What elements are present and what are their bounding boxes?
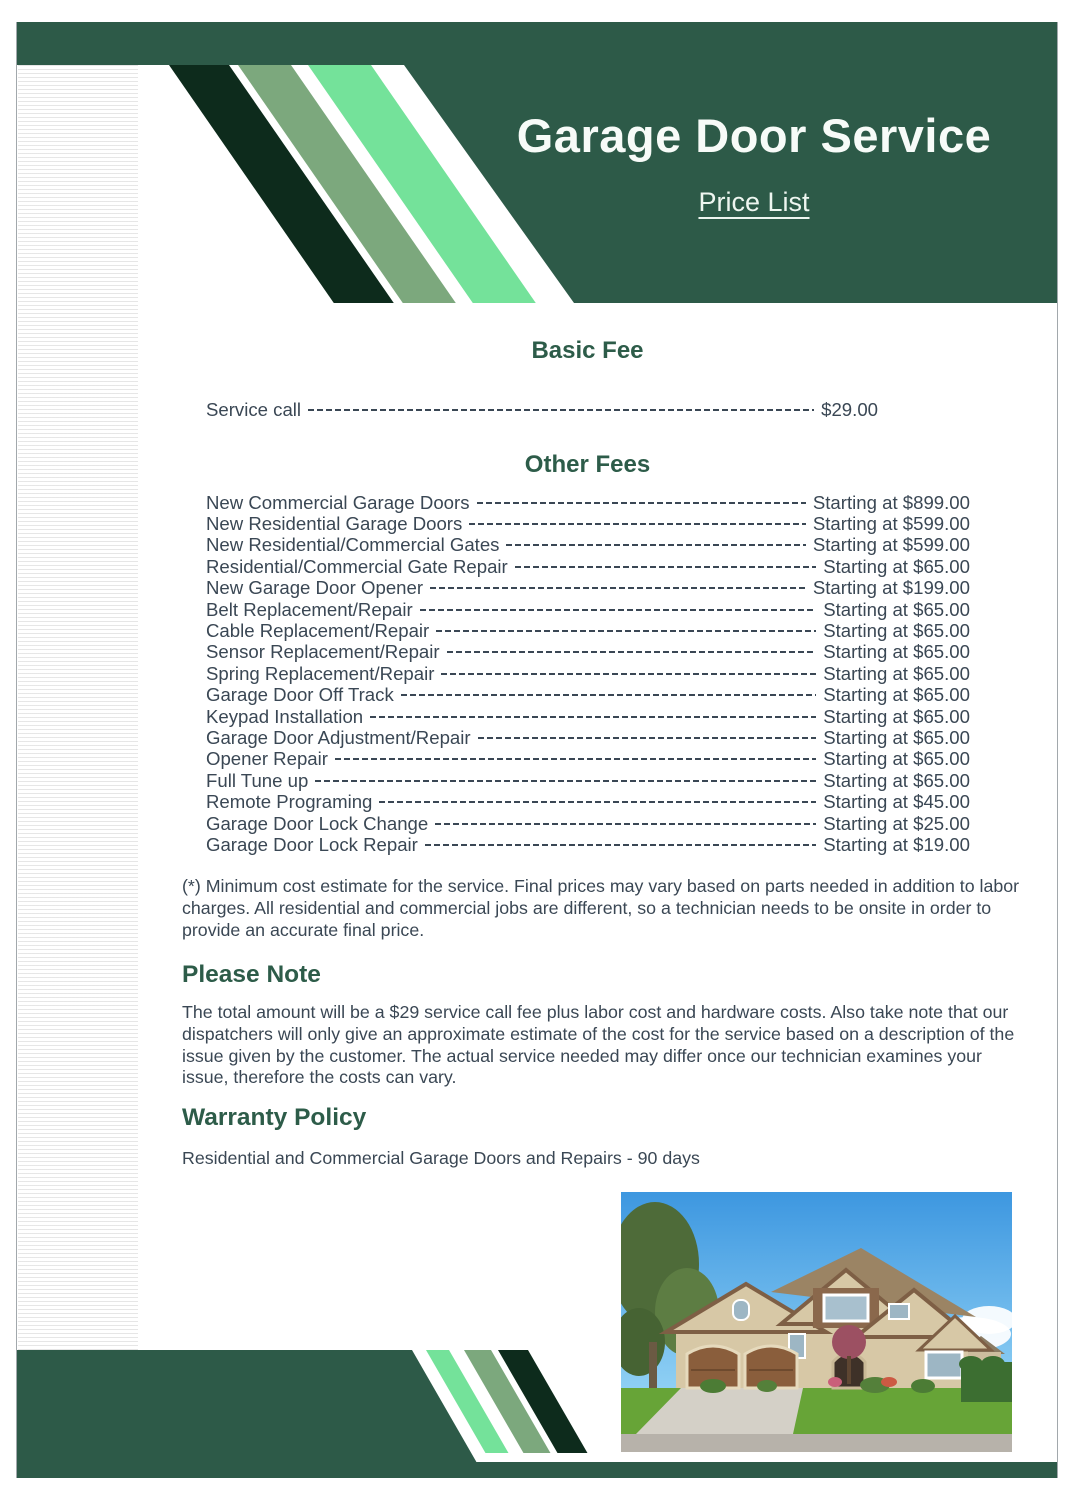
fee-price: Starting at $65.00 — [823, 662, 970, 684]
dash-leader — [436, 630, 816, 632]
basic-fee-heading: Basic Fee — [531, 337, 644, 364]
warranty-policy-heading: Warranty Policy — [182, 1104, 367, 1131]
fee-label: Opener Repair — [206, 748, 328, 770]
fee-label: New Residential Garage Doors — [206, 513, 463, 535]
fee-price: Starting at $65.00 — [823, 748, 970, 770]
fee-row — [206, 813, 970, 834]
page-frame — [16, 22, 1058, 1478]
dash-leader — [469, 523, 806, 525]
fee-price: Starting at $65.00 — [823, 641, 970, 663]
dash-leader — [315, 780, 816, 782]
fee-label: Remote Programing — [206, 791, 373, 813]
fee-label: New Garage Door Opener — [206, 577, 424, 599]
fee-row — [206, 727, 970, 748]
fee-label: Residential/Commercial Gate Repair — [206, 555, 508, 577]
fee-row — [206, 535, 970, 556]
dash-leader — [447, 651, 817, 653]
fee-price: $29.00 — [821, 398, 878, 420]
fee-label: New Commercial Garage Doors — [206, 491, 470, 513]
warranty-policy-line: Residential and Commercial Garage Doors and Repairs - 90 days — [182, 1148, 700, 1168]
fee-row — [206, 513, 970, 534]
please-note-paragraph: The total amount will be a $29 service call fee plus labor cost and hardware costs. Also take note that our dispatchers will only give an approximate estimate of the cost for the service based on a description of the issue given by the customer. The actual service needed may differ once our technician examines your issue, therefore the costs can vary. — [182, 1002, 1015, 1088]
other-fees-list — [206, 492, 970, 856]
dash-leader — [401, 694, 816, 696]
disclaimer-paragraph: (*) Minimum cost estimate for the service. Final prices may vary based on parts needed in addition to labor charges. All residential and commercial jobs are different, so a technician needs to be onsite in order to provide an accurate final price. — [182, 876, 1020, 940]
fee-label: New Residential/Commercial Gates — [206, 534, 500, 556]
fee-row — [206, 599, 970, 620]
fee-price: Starting at $25.00 — [823, 812, 970, 834]
dash-leader — [441, 673, 816, 675]
fee-price: Starting at $45.00 — [823, 791, 970, 813]
fee-row — [206, 642, 970, 663]
fee-row — [206, 834, 970, 855]
fee-price: Starting at $65.00 — [823, 620, 970, 642]
fee-price: Starting at $899.00 — [812, 491, 970, 513]
dash-leader — [430, 587, 806, 589]
fee-price: Starting at $65.00 — [823, 598, 970, 620]
basic-fee-row — [206, 399, 878, 420]
dash-leader — [370, 716, 816, 718]
footer-green-band — [17, 1350, 479, 1463]
fee-price: Starting at $65.00 — [823, 684, 970, 706]
fee-row — [206, 492, 970, 513]
fee-row — [206, 749, 970, 770]
dash-leader — [478, 737, 817, 739]
fee-price: Starting at $65.00 — [823, 705, 970, 727]
fee-label: Service call — [206, 398, 302, 420]
fee-row — [206, 663, 970, 684]
fee-row — [206, 791, 970, 812]
dash-leader — [420, 609, 817, 611]
dash-leader — [425, 844, 816, 846]
document-title: Garage Door Service — [516, 109, 992, 162]
fee-row — [206, 706, 970, 727]
fee-price: Starting at $19.00 — [823, 833, 970, 855]
other-fees-heading: Other Fees — [524, 451, 651, 478]
fee-label: Belt Replacement/Repair — [206, 598, 413, 620]
document-subtitle: Price List — [698, 187, 810, 217]
fee-label: Cable Replacement/Repair — [206, 620, 430, 642]
fee-label: Garage Door Lock Repair — [206, 833, 418, 855]
dash-leader — [477, 502, 806, 504]
header-banner — [17, 22, 1057, 303]
fee-row — [206, 556, 970, 577]
fee-label: Garage Door Adjustment/Repair — [206, 727, 471, 748]
footer-bottom-strip — [17, 1462, 1057, 1478]
dash-leader — [506, 544, 805, 546]
dash-leader — [435, 823, 816, 825]
fee-row — [206, 620, 970, 641]
fee-label: Garage Door Lock Change — [206, 812, 429, 834]
dash-leader — [308, 409, 814, 411]
fee-row — [206, 770, 970, 791]
fee-label: Spring Replacement/Repair — [206, 662, 435, 684]
fee-price: Starting at $65.00 — [823, 769, 970, 791]
fee-row — [206, 578, 970, 599]
footer-banner — [17, 1350, 1057, 1478]
fee-label: Garage Door Off Track — [206, 684, 394, 706]
fee-label: Sensor Replacement/Repair — [206, 641, 440, 663]
fee-price: Starting at $599.00 — [812, 534, 970, 556]
left-pinstripe-texture — [18, 65, 138, 1350]
fee-label: Keypad Installation — [206, 705, 364, 727]
fee-price: Starting at $199.00 — [812, 577, 970, 599]
fee-price: Starting at $65.00 — [823, 727, 970, 748]
dash-leader — [379, 801, 816, 803]
fee-price: Starting at $65.00 — [823, 555, 970, 577]
fee-price: Starting at $599.00 — [812, 513, 970, 535]
dash-leader — [335, 758, 816, 760]
dash-leader — [515, 566, 816, 568]
fee-label: Full Tune up — [206, 769, 309, 791]
fee-row — [206, 685, 970, 706]
please-note-heading: Please Note — [182, 961, 321, 988]
